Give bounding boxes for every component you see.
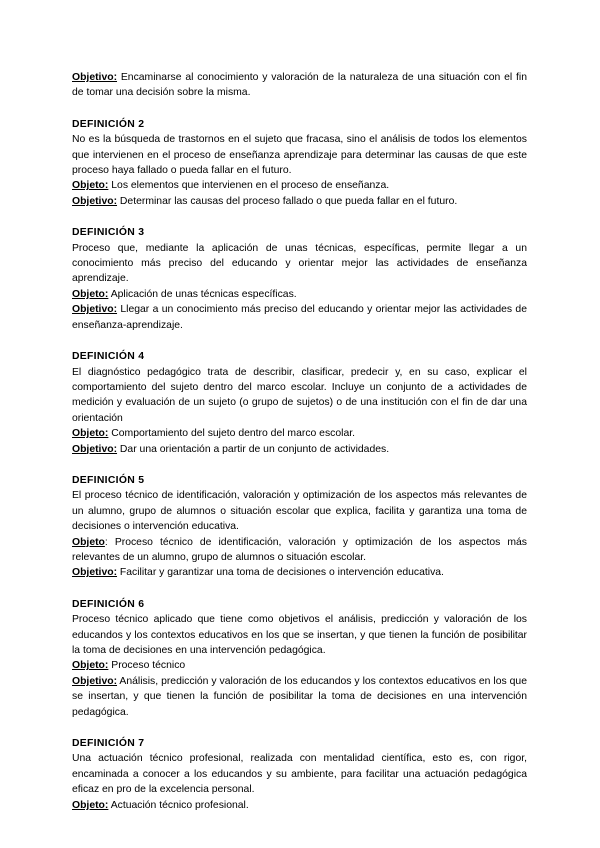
objeto-label: Objeto:: [72, 428, 109, 440]
definition-body: El proceso técnico de identificación, valoración y optimización de los aspectos más relevantes de un alumno, grupo de alumnos o situación escolar que explica, facilita y garantiza una toma de decisiones o intervención educativa.: [72, 490, 527, 533]
definition-body: El diagnóstico pedagógico trata de describir, clasificar, predecir y, en su caso, explicar el comportamiento del sujeto dentro del marco escolar. Incluye un conjunto de a actividades de medición y evaluación de un sujeto (o grupo de sujetos) o de una institución con el fin de dar una orientación: [72, 366, 527, 424]
definition-body: No es la búsqueda de trastornos en el sujeto que fracasa, sino el análisis de todos los elementos que intervienen en el proceso de enseñanza aprendizaje para determinar las causas de que este proceso haya fallado o pueda fallar en el futuro.: [72, 134, 527, 177]
objetivo-text: Determinar las causas del proceso fallado o que pueda fallar en el futuro.: [117, 195, 458, 207]
definition-2: [72, 117, 527, 209]
objeto-text: Los elementos que intervienen en el proceso de enseñanza.: [108, 180, 390, 192]
definition-4: [72, 349, 527, 457]
objeto-label: Objeto:: [72, 180, 109, 192]
objetivo-text: Encaminarse al conocimiento y valoración de la naturaleza de una situación con el fin de tomar una decisión sobre la misma.: [72, 72, 527, 99]
objetivo-label: Objetivo:: [72, 675, 118, 687]
objetivo-label: Objetivo:: [72, 443, 118, 455]
definition-body: Una actuación técnico profesional, realizada con mentalidad científica, esto es, con rigor, encaminada a conocer a los educandos y su ambiente, para facilitar una actuación pedagógica eficaz en pro de la excelencia personal.: [72, 753, 527, 796]
objetivo-text: Dar una orientación a partir de un conjunto de actividades.: [117, 443, 390, 455]
intro-section: [72, 70, 527, 101]
objeto-line: [72, 535, 527, 566]
definition-heading: DEFINICIÓN 5: [72, 474, 145, 486]
objeto-line: [72, 426, 527, 441]
objetivo-line: [72, 442, 527, 457]
objeto-line: [72, 798, 527, 813]
definition-heading: DEFINICIÓN 4: [72, 351, 145, 363]
objeto-text: : Proceso técnico de identificación, valoración y optimización de los aspectos más relevantes de un alumno, grupo de alumnos o situación escolar.: [72, 536, 527, 563]
definition-heading: DEFINICIÓN 2: [72, 118, 145, 130]
objetivo-line: [72, 70, 527, 101]
definition-6: [72, 597, 527, 720]
definition-3: [72, 225, 527, 333]
objetivo-text: Facilitar y garantizar una toma de decisiones o intervención educativa.: [117, 567, 444, 579]
definition-heading: DEFINICIÓN 3: [72, 227, 145, 239]
definition-body: Proceso técnico aplicado que tiene como objetivos el análisis, predicción y valoración de los educandos y los contextos educativos en los que se insertan, y que tienen la función de posibilitar la toma de decisiones en una intervención pedagógica.: [72, 614, 527, 656]
definition-7: [72, 736, 527, 813]
definition-heading: DEFINICIÓN 7: [72, 738, 145, 750]
objetivo-label: Objetivo:: [72, 195, 118, 207]
objetivo-label: Objetivo:: [72, 72, 118, 83]
objeto-text: Actuación técnico profesional.: [108, 799, 249, 811]
objetivo-text: Llegar a un conocimiento más preciso del educando y orientar mejor las actividades de enseñanza-aprendizaje.: [72, 304, 527, 331]
objeto-text: Aplicación de unas técnicas específicas.: [108, 288, 297, 300]
objetivo-text: Análisis, predicción y valoración de los educandos y los contextos educativos en los que se insertan, y que tienen la función de posibilitar la toma de decisiones en una intervención pedagógica.: [72, 675, 527, 718]
objeto-text: Proceso técnico: [108, 660, 186, 672]
objeto-label: Objeto: [72, 536, 105, 548]
definition-heading: DEFINICIÓN 6: [72, 598, 145, 610]
objeto-text: Comportamiento del sujeto dentro del marco escolar.: [108, 428, 355, 440]
objetivo-line: [72, 674, 527, 720]
objeto-label: Objeto:: [72, 799, 109, 811]
document-page: [72, 70, 527, 813]
objeto-label: Objeto:: [72, 660, 109, 672]
definition-5: [72, 473, 527, 581]
objeto-label: Objeto:: [72, 288, 109, 300]
objetivo-line: [72, 194, 527, 209]
objetivo-label: Objetivo:: [72, 567, 118, 579]
definition-body: Proceso que, mediante la aplicación de unas técnicas, específicas, permite llegar a un conocimiento más preciso del educando y orientar mejor las actividades de enseñanza aprendizaje.: [72, 242, 527, 285]
objetivo-label: Objetivo:: [72, 304, 118, 316]
objetivo-line: [72, 302, 527, 333]
objeto-line: [72, 658, 527, 673]
objetivo-line: [72, 565, 527, 580]
objeto-line: [72, 178, 527, 193]
objeto-line: [72, 287, 527, 302]
